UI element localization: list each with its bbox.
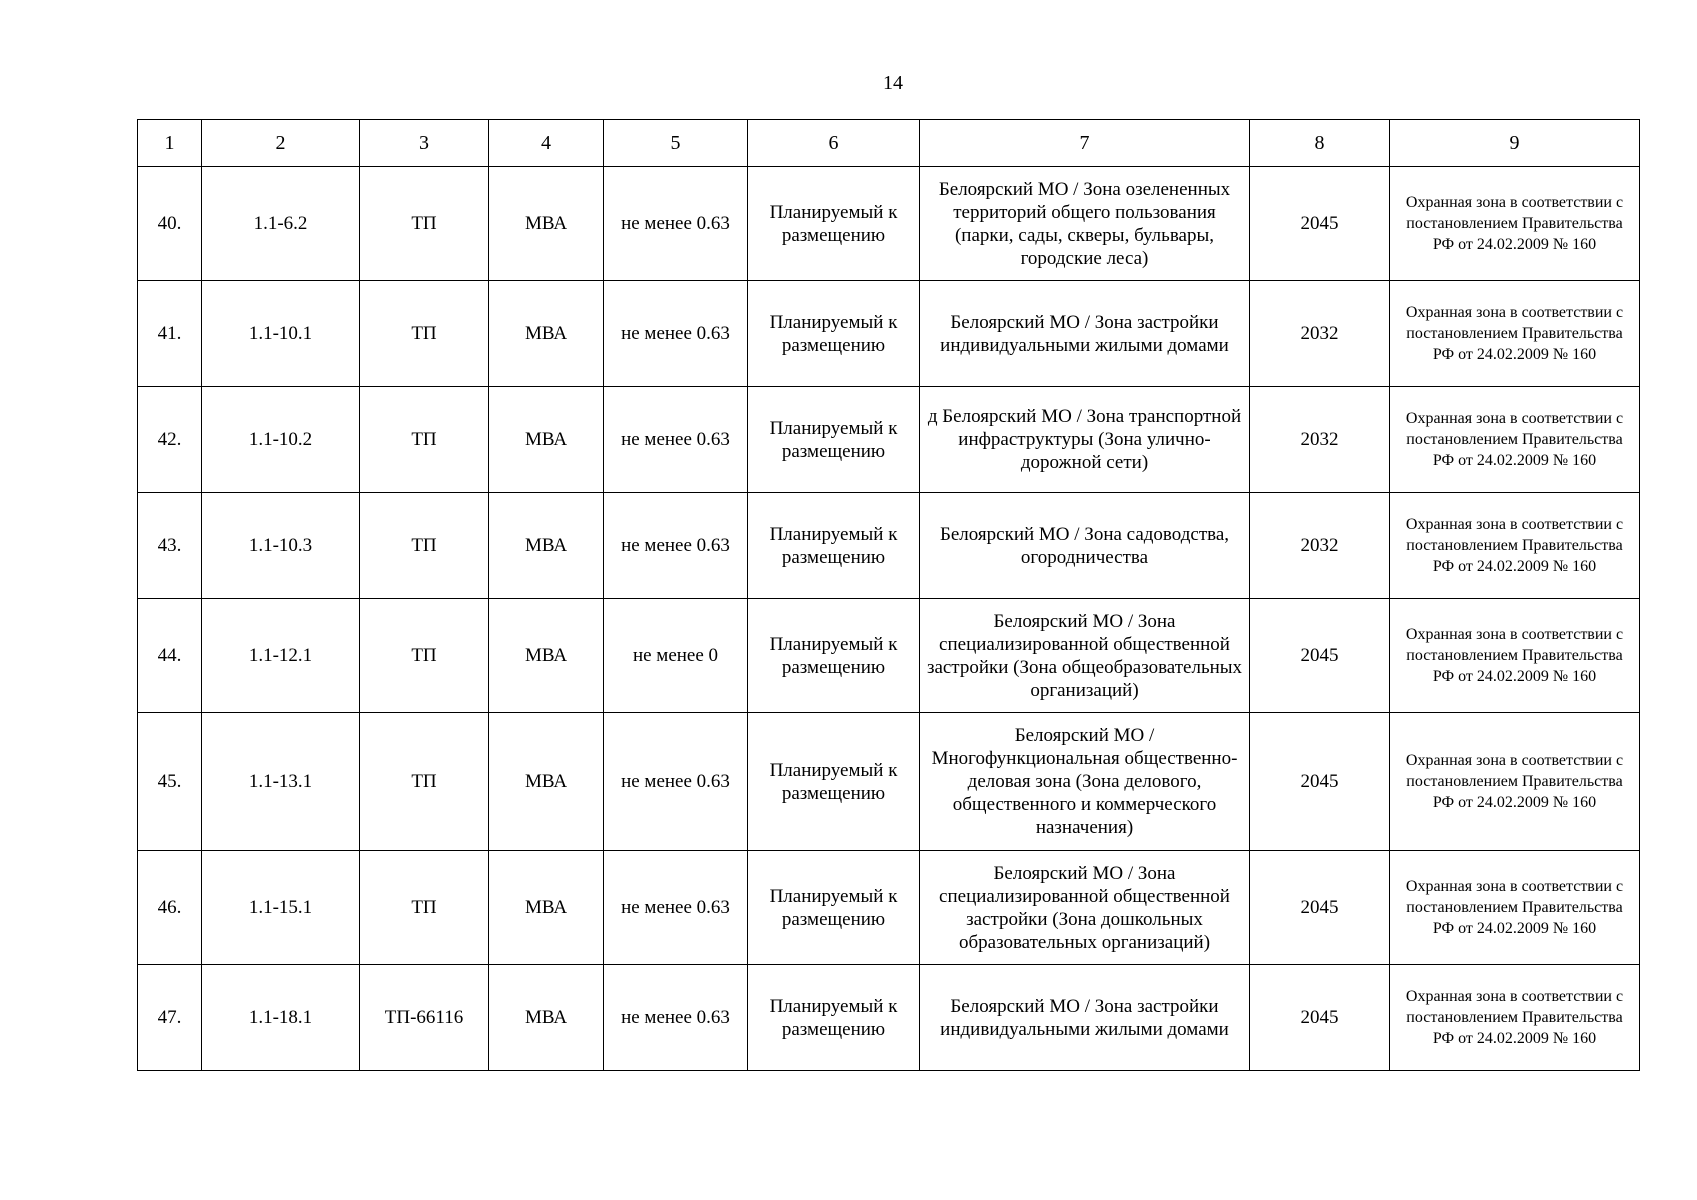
object-code: 1.1-13.1 (202, 713, 360, 851)
status: Планируемый к размещению (748, 281, 920, 387)
capacity: не менее 0.63 (604, 281, 748, 387)
object-code: 1.1-15.1 (202, 851, 360, 965)
object-type: ТП (360, 599, 489, 713)
capacity: не менее 0.63 (604, 493, 748, 599)
year: 2045 (1250, 851, 1390, 965)
object-type: ТП (360, 493, 489, 599)
year: 2032 (1250, 281, 1390, 387)
header-cell-9: 9 (1390, 120, 1640, 167)
table-header-row (138, 120, 1640, 167)
object-code: 1.1-18.1 (202, 965, 360, 1071)
capacity: не менее 0.63 (604, 713, 748, 851)
unit: МВА (489, 599, 604, 713)
header-cell-2: 2 (202, 120, 360, 167)
header-cell-3: 3 (360, 120, 489, 167)
protection-zone: Охранная зона в соответствии с постановлением Правительства РФ от 24.02.2009 № 160 (1390, 713, 1640, 851)
object-type: ТП (360, 851, 489, 965)
object-code: 1.1-10.2 (202, 387, 360, 493)
object-type: ТП-66116 (360, 965, 489, 1071)
unit: МВА (489, 851, 604, 965)
capacity: не менее 0.63 (604, 851, 748, 965)
year: 2032 (1250, 493, 1390, 599)
table-row (138, 965, 1640, 1071)
year: 2045 (1250, 599, 1390, 713)
location-zone: Белоярский МО / Зона специализированной общественной застройки (Зона общеобразовательных организаций) (920, 599, 1250, 713)
row-number: 42. (138, 387, 202, 493)
year: 2045 (1250, 965, 1390, 1071)
table-row (138, 387, 1640, 493)
object-type: ТП (360, 167, 489, 281)
object-code: 1.1-10.3 (202, 493, 360, 599)
capacity: не менее 0.63 (604, 387, 748, 493)
capacity: не менее 0.63 (604, 965, 748, 1071)
object-type: ТП (360, 281, 489, 387)
table-row (138, 851, 1640, 965)
table-row (138, 167, 1640, 281)
unit: МВА (489, 387, 604, 493)
row-number: 40. (138, 167, 202, 281)
status: Планируемый к размещению (748, 167, 920, 281)
object-code: 1.1-12.1 (202, 599, 360, 713)
protection-zone: Охранная зона в соответствии с постановлением Правительства РФ от 24.02.2009 № 160 (1390, 965, 1640, 1071)
year: 2032 (1250, 387, 1390, 493)
protection-zone: Охранная зона в соответствии с постановлением Правительства РФ от 24.02.2009 № 160 (1390, 281, 1640, 387)
header-cell-5: 5 (604, 120, 748, 167)
year: 2045 (1250, 167, 1390, 281)
status: Планируемый к размещению (748, 965, 920, 1071)
table-row (138, 493, 1640, 599)
header-cell-4: 4 (489, 120, 604, 167)
unit: МВА (489, 965, 604, 1071)
status: Планируемый к размещению (748, 851, 920, 965)
location-zone: д Белоярский МО / Зона транспортной инфраструктуры (Зона улично-дорожной сети) (920, 387, 1250, 493)
page-number: 14 (883, 72, 903, 94)
protection-zone: Охранная зона в соответствии с постановлением Правительства РФ от 24.02.2009 № 160 (1390, 599, 1640, 713)
unit: МВА (489, 493, 604, 599)
capacity: не менее 0.63 (604, 167, 748, 281)
year: 2045 (1250, 713, 1390, 851)
status: Планируемый к размещению (748, 387, 920, 493)
table-row (138, 599, 1640, 713)
header-cell-6: 6 (748, 120, 920, 167)
table-row (138, 281, 1640, 387)
objects-table (137, 119, 1640, 1071)
header-cell-8: 8 (1250, 120, 1390, 167)
protection-zone: Охранная зона в соответствии с постановлением Правительства РФ от 24.02.2009 № 160 (1390, 493, 1640, 599)
location-zone: Белоярский МО / Зона застройки индивидуальными жилыми домами (920, 281, 1250, 387)
location-zone: Белоярский МО / Зона застройки индивидуальными жилыми домами (920, 965, 1250, 1071)
header-cell-1: 1 (138, 120, 202, 167)
unit: МВА (489, 167, 604, 281)
object-code: 1.1-6.2 (202, 167, 360, 281)
unit: МВА (489, 713, 604, 851)
row-number: 41. (138, 281, 202, 387)
row-number: 47. (138, 965, 202, 1071)
object-type: ТП (360, 713, 489, 851)
row-number: 44. (138, 599, 202, 713)
row-number: 45. (138, 713, 202, 851)
header-cell-7: 7 (920, 120, 1250, 167)
capacity: не менее 0 (604, 599, 748, 713)
status: Планируемый к размещению (748, 493, 920, 599)
object-type: ТП (360, 387, 489, 493)
location-zone: Белоярский МО / Зона садоводства, огородничества (920, 493, 1250, 599)
location-zone: Белоярский МО / Многофункциональная общественно-деловая зона (Зона делового, общественного и коммерческого назначения) (920, 713, 1250, 851)
unit: МВА (489, 281, 604, 387)
row-number: 43. (138, 493, 202, 599)
location-zone: Белоярский МО / Зона озелененных территорий общего пользования (парки, сады, скверы, бульвары, городские леса) (920, 167, 1250, 281)
status: Планируемый к размещению (748, 713, 920, 851)
object-code: 1.1-10.1 (202, 281, 360, 387)
protection-zone: Охранная зона в соответствии с постановлением Правительства РФ от 24.02.2009 № 160 (1390, 387, 1640, 493)
protection-zone: Охранная зона в соответствии с постановлением Правительства РФ от 24.02.2009 № 160 (1390, 167, 1640, 281)
location-zone: Белоярский МО / Зона специализированной общественной застройки (Зона дошкольных образовательных организаций) (920, 851, 1250, 965)
table-row (138, 713, 1640, 851)
protection-zone: Охранная зона в соответствии с постановлением Правительства РФ от 24.02.2009 № 160 (1390, 851, 1640, 965)
row-number: 46. (138, 851, 202, 965)
status: Планируемый к размещению (748, 599, 920, 713)
